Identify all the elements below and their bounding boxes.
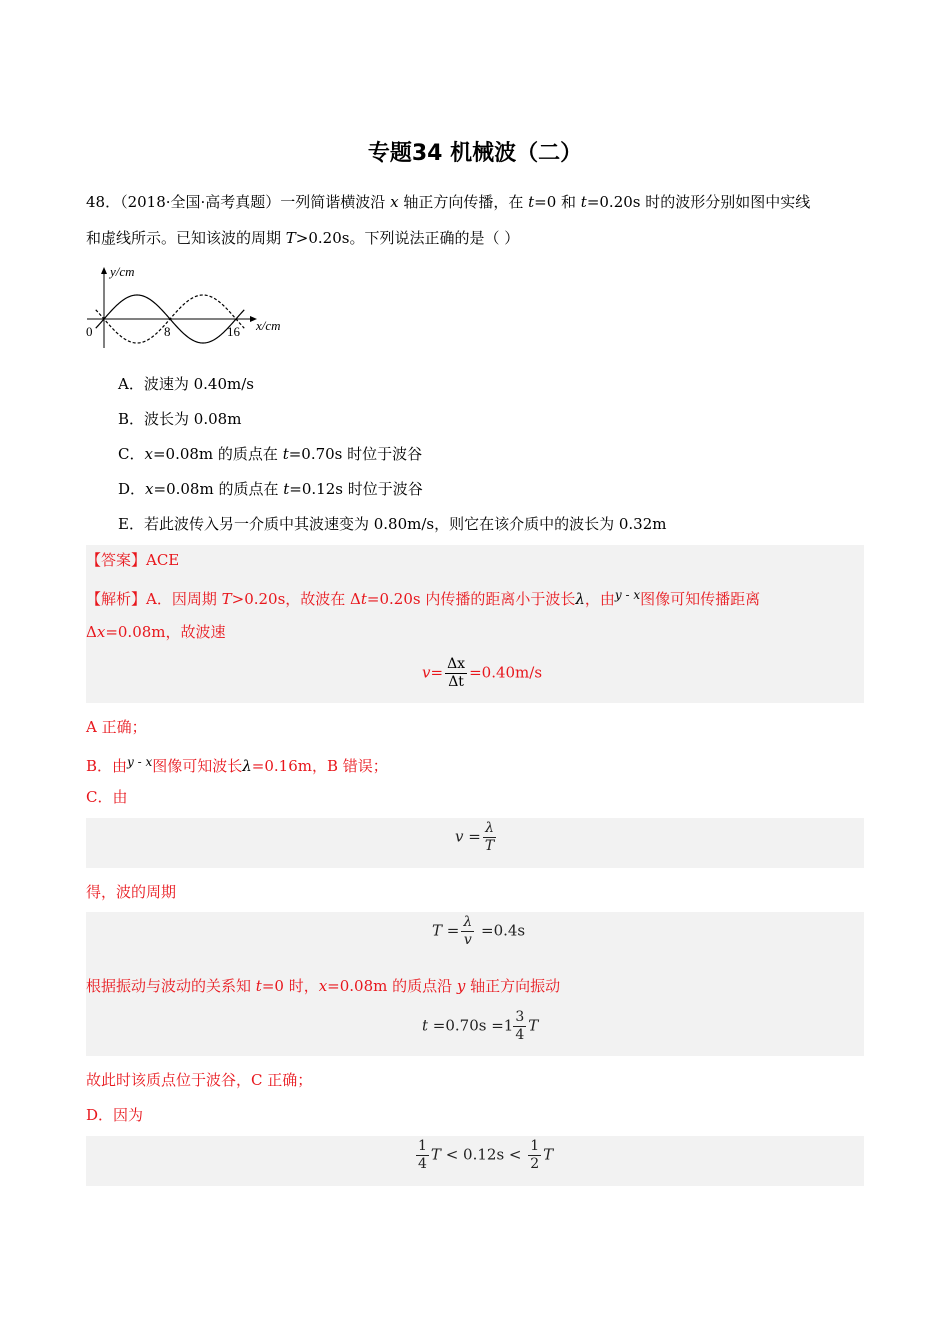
- option-e: E．若此波传入另一介质中其波速变为 0.80m/s，则它在该介质中的波长为 0.32m: [118, 515, 667, 533]
- a-correct: A 正确；: [86, 718, 147, 736]
- equation-time: t =0.70s =1 $\frac{3}{4}$ T: [422, 1009, 539, 1043]
- analysis-line-2: Δx=0.08m，故波速: [86, 623, 226, 641]
- tick-label-16: 16: [227, 324, 240, 339]
- y-axis-label: y/cm: [110, 264, 135, 279]
- origin-label: 0: [86, 324, 93, 339]
- answer-label: 【答案】ACE: [86, 551, 180, 569]
- page-title: 专题34 机械波（二）: [367, 141, 583, 166]
- b-analysis: B．由$^{y - x}$图像可知波长λ=0.16m，B 错误；: [86, 755, 388, 775]
- equation-inequality: $\frac{1}{4}$ T < 0.12s < $\frac{1}{2}$ T: [418, 1138, 554, 1172]
- c-analysis: C．由: [86, 788, 128, 806]
- get-period-line: 得，波的周期: [86, 883, 177, 901]
- c-conclusion: 故此时该质点位于波谷，C 正确；: [86, 1071, 313, 1089]
- option-c: C．x=0.08m 的质点在 t=0.70s 时位于波谷: [118, 445, 423, 463]
- analysis-line-1: 【解析】A．因周期 T>0.20s，故波在 Δt=0.20s 内传播的距离小于波长λ，由$^{y - x}$图像可知传播距离: [86, 588, 761, 608]
- d-analysis: D．因为: [86, 1106, 144, 1124]
- option-d: D．x=0.08m 的质点在 t=0.12s 时位于波谷: [118, 480, 423, 498]
- tick-label-8: 8: [164, 324, 171, 339]
- option-a: A．波速为 0.40m/s: [118, 375, 254, 393]
- question-line-2: 和虚线所示。已知该波的周期 T>0.20s。下列说法正确的是（ ）: [86, 229, 520, 247]
- equation-wave-speed: v= $\frac{\Delta x}{\Delta t}$ =0.40m/s: [422, 656, 543, 690]
- x-axis-label: x/cm: [256, 318, 281, 333]
- equation-period: T = $\frac{\lambda}{v}$ =0.4s: [432, 914, 526, 948]
- wave-graph-figure: [84, 262, 294, 354]
- question-line-1: 48．（2018·全国·高考真题）一列简谐横波沿 x 轴正方向传播，在 t=0 和 t=0.20s 时的波形分别如图中实线: [86, 193, 811, 211]
- equation-v-lambda-T: v = $\frac{\lambda}{T}$: [455, 820, 495, 854]
- relation-line: 根据振动与波动的关系知 t=0 时，x=0.08m 的质点沿 y 轴正方向振动: [86, 977, 561, 995]
- option-b: B．波长为 0.08m: [118, 410, 242, 428]
